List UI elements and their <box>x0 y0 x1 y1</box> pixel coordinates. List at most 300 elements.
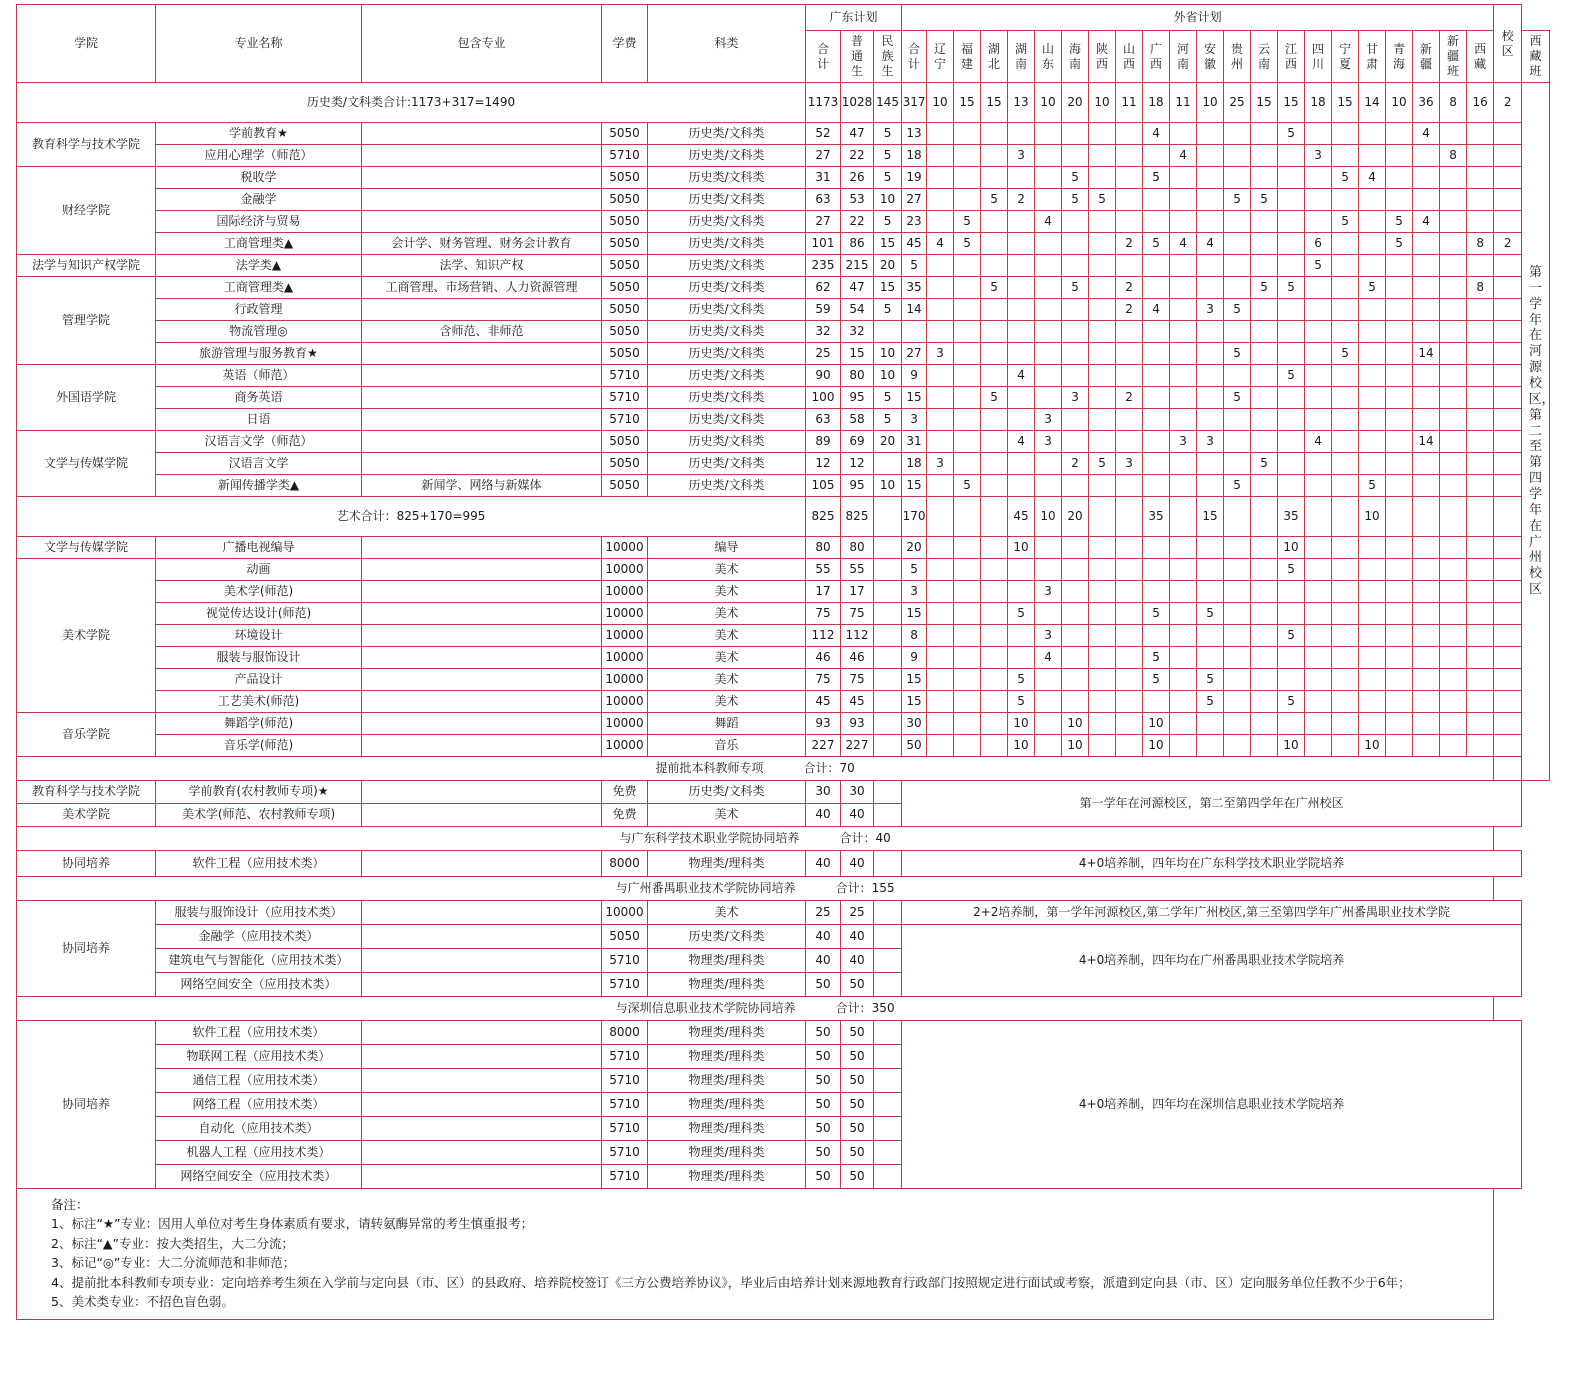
value-cell: 2 <box>1116 277 1143 299</box>
value-cell <box>1116 603 1143 625</box>
value-cell <box>1278 299 1305 321</box>
value-cell <box>1062 409 1089 431</box>
fee-cell: 5050 <box>602 431 648 453</box>
college-cell: 教育科学与技术学院 <box>17 123 156 167</box>
subject-cell: 历史类/文科类 <box>648 277 806 299</box>
value-cell <box>1305 669 1332 691</box>
value-cell <box>1278 211 1305 233</box>
value-cell: 2 <box>1116 387 1143 409</box>
header-gd-plan: 广东计划 <box>806 5 902 31</box>
subject-cell: 舞蹈 <box>648 713 806 735</box>
value-cell: 3 <box>1170 431 1197 453</box>
value-cell: 4 <box>1008 431 1035 453</box>
value-cell <box>1305 409 1332 431</box>
value-cell: 58 <box>841 409 874 431</box>
panyu-note2-cell: 4+0培养制，四年均在广州番禺职业技术学院培养 <box>902 925 1522 997</box>
table-row <box>17 211 1550 233</box>
fee-cell: 5710 <box>602 949 648 973</box>
subheader-other-8 <box>1116 31 1143 83</box>
value-cell: 19 <box>902 167 927 189</box>
contains-cell <box>362 949 602 973</box>
value-cell <box>1440 603 1467 625</box>
value-cell <box>1386 167 1413 189</box>
header-college: 学院 <box>17 5 156 83</box>
value-cell <box>1224 211 1251 233</box>
subject-cell: 美术 <box>648 581 806 603</box>
shenzhen-section-row <box>17 997 1550 1021</box>
contains-cell <box>362 625 602 647</box>
fee-cell: 5710 <box>602 409 648 431</box>
value-cell <box>981 211 1008 233</box>
value-cell <box>1197 255 1224 277</box>
section-title: 与广州番禺职业技术学院协同培养 <box>615 880 796 895</box>
value-cell <box>1467 387 1494 409</box>
value-cell <box>1251 409 1278 431</box>
value-cell <box>1116 189 1143 211</box>
value-cell <box>1197 713 1224 735</box>
value-cell <box>1359 691 1386 713</box>
value-cell <box>1008 321 1035 343</box>
value-cell <box>1413 691 1440 713</box>
value-cell: 27 <box>806 211 841 233</box>
value-cell <box>1251 475 1278 497</box>
value-cell: 5 <box>1008 669 1035 691</box>
value-cell <box>1332 581 1359 603</box>
total-value-cell <box>874 497 902 537</box>
subheader-label: 广西 <box>1150 41 1163 71</box>
value-cell <box>1062 559 1089 581</box>
contains-cell <box>362 1165 602 1189</box>
value-cell <box>1251 713 1278 735</box>
value-cell <box>1359 453 1386 475</box>
value-cell <box>1170 691 1197 713</box>
value-cell <box>954 167 981 189</box>
value-cell <box>954 255 981 277</box>
value-cell <box>1197 559 1224 581</box>
value-cell: 12 <box>806 453 841 475</box>
value-cell: 8 <box>1467 277 1494 299</box>
value-cell <box>1305 559 1332 581</box>
value-cell <box>1035 365 1062 387</box>
subject-cell: 历史类/文科类 <box>648 365 806 387</box>
major-cell: 服装与服饰设计 <box>156 647 362 669</box>
value-cell: 5 <box>902 255 927 277</box>
value-cell <box>981 123 1008 145</box>
value-cell <box>1251 123 1278 145</box>
value-cell <box>1116 255 1143 277</box>
value-cell <box>1305 123 1332 145</box>
value-cell: 63 <box>806 189 841 211</box>
total-value-cell <box>1413 497 1440 537</box>
value-cell <box>1089 735 1116 757</box>
fee-cell: 5050 <box>602 255 648 277</box>
value-cell <box>1251 431 1278 453</box>
contains-cell <box>362 365 602 387</box>
value-cell: 50 <box>841 973 874 997</box>
value-cell <box>1278 431 1305 453</box>
value-cell <box>1143 475 1170 497</box>
section-total: 合计：350 <box>835 1000 895 1015</box>
value-cell <box>1332 735 1359 757</box>
table-row <box>17 123 1550 145</box>
subheader-other-14 <box>1278 31 1305 83</box>
fee-cell: 10000 <box>602 603 648 625</box>
contains-cell <box>362 851 602 877</box>
subheader-other-2 <box>954 31 981 83</box>
value-cell <box>1440 559 1467 581</box>
value-cell: 3 <box>1035 581 1062 603</box>
value-cell <box>927 647 954 669</box>
value-cell <box>1170 365 1197 387</box>
value-cell <box>1359 431 1386 453</box>
value-cell <box>1440 625 1467 647</box>
college-cell: 协同培养 <box>17 1021 156 1189</box>
major-cell: 物联网工程（应用技术类） <box>156 1045 362 1069</box>
value-cell <box>1089 581 1116 603</box>
value-cell: 5 <box>874 211 902 233</box>
value-cell: 15 <box>902 387 927 409</box>
value-cell <box>1278 189 1305 211</box>
value-cell <box>1035 123 1062 145</box>
value-cell: 50 <box>902 735 927 757</box>
value-cell <box>1467 255 1494 277</box>
value-cell <box>1413 625 1440 647</box>
subheader-other-1 <box>927 31 954 83</box>
subject-cell: 历史类/文科类 <box>648 453 806 475</box>
fee-cell: 5050 <box>602 123 648 145</box>
value-cell: 5 <box>1143 669 1170 691</box>
fee-cell: 10000 <box>602 735 648 757</box>
value-cell <box>1251 343 1278 365</box>
value-cell <box>1332 409 1359 431</box>
value-cell <box>1278 647 1305 669</box>
value-cell <box>1305 387 1332 409</box>
value-cell <box>954 431 981 453</box>
value-cell <box>1251 735 1278 757</box>
contains-cell: 会计学、财务管理、财务会计教育 <box>362 233 602 255</box>
value-cell <box>1170 299 1197 321</box>
value-cell <box>1170 735 1197 757</box>
contains-cell <box>362 901 602 925</box>
shenzhen-section-row-cell <box>17 997 1494 1021</box>
value-cell <box>1386 255 1413 277</box>
major-cell: 税收学 <box>156 167 362 189</box>
value-cell: 27 <box>806 145 841 167</box>
value-cell: 5 <box>1143 233 1170 255</box>
value-cell: 3 <box>1035 625 1062 647</box>
gdkj-note-cell: 4+0培养制，四年均在广东科学技术职业学院培养 <box>902 851 1522 877</box>
value-cell: 75 <box>806 669 841 691</box>
value-cell: 52 <box>806 123 841 145</box>
subheader-other-19 <box>1413 31 1440 83</box>
total-value-cell: 35 <box>1143 497 1170 537</box>
value-cell <box>1251 233 1278 255</box>
header-other-plan: 外省计划 <box>902 5 1494 31</box>
table-row <box>17 625 1550 647</box>
value-cell <box>1251 299 1278 321</box>
value-cell <box>1332 387 1359 409</box>
value-cell <box>1467 365 1494 387</box>
value-cell: 50 <box>806 1045 841 1069</box>
subheader-other-9 <box>1143 31 1170 83</box>
total-value-cell: 15 <box>1278 83 1305 123</box>
value-cell: 5 <box>1062 277 1089 299</box>
subject-cell: 历史类/文科类 <box>648 781 806 804</box>
value-cell: 5 <box>1332 343 1359 365</box>
value-cell <box>1062 625 1089 647</box>
value-cell <box>1035 559 1062 581</box>
value-cell: 5 <box>1143 603 1170 625</box>
value-cell <box>1494 255 1522 277</box>
note-item: 5、美术类专业：不招色盲色弱。 <box>51 1293 234 1309</box>
subheader-label: 普通生 <box>850 34 863 78</box>
value-cell: 15 <box>902 603 927 625</box>
value-cell <box>1413 321 1440 343</box>
value-cell: 3 <box>1008 145 1035 167</box>
value-cell <box>1413 233 1440 255</box>
value-cell: 45 <box>902 233 927 255</box>
value-cell: 10 <box>874 475 902 497</box>
value-cell: 12 <box>841 453 874 475</box>
value-cell <box>1143 189 1170 211</box>
fee-cell: 5710 <box>602 1069 648 1093</box>
subject-cell: 美术 <box>648 559 806 581</box>
value-cell <box>927 409 954 431</box>
value-cell <box>1224 167 1251 189</box>
value-cell <box>1170 123 1197 145</box>
value-cell: 22 <box>841 211 874 233</box>
table-row <box>17 901 1550 925</box>
major-cell: 商务英语 <box>156 387 362 409</box>
value-cell <box>874 1141 902 1165</box>
value-cell <box>1278 167 1305 189</box>
value-cell <box>1143 409 1170 431</box>
fee-cell: 10000 <box>602 691 648 713</box>
value-cell <box>1467 735 1494 757</box>
subheader-label: 四川 <box>1312 41 1325 71</box>
value-cell <box>1467 299 1494 321</box>
header-campus-text: 校区 <box>1501 28 1514 58</box>
value-cell <box>1116 537 1143 559</box>
history-total-row-label: 历史类/文科类合计:1173+317=1490 <box>17 83 806 123</box>
contains-cell <box>362 1069 602 1093</box>
value-cell <box>954 603 981 625</box>
value-cell <box>927 277 954 299</box>
value-cell <box>1440 537 1467 559</box>
value-cell: 5 <box>1197 669 1224 691</box>
value-cell <box>1008 211 1035 233</box>
value-cell <box>1197 343 1224 365</box>
value-cell <box>981 647 1008 669</box>
total-value-cell <box>1386 497 1413 537</box>
value-cell <box>927 581 954 603</box>
value-cell: 55 <box>806 559 841 581</box>
contains-cell <box>362 167 602 189</box>
value-cell <box>1386 299 1413 321</box>
value-cell <box>1467 167 1494 189</box>
subheader-other-18 <box>1386 31 1413 83</box>
value-cell <box>1170 647 1197 669</box>
value-cell <box>1305 537 1332 559</box>
subheader-label: 海南 <box>1069 41 1082 71</box>
value-cell <box>927 189 954 211</box>
value-cell <box>1170 625 1197 647</box>
value-cell <box>1413 669 1440 691</box>
value-cell <box>1143 343 1170 365</box>
subject-cell: 物理类/理科类 <box>648 1141 806 1165</box>
value-cell <box>1224 255 1251 277</box>
value-cell: 112 <box>841 625 874 647</box>
value-cell <box>1116 559 1143 581</box>
value-cell <box>1305 735 1332 757</box>
value-cell <box>1035 453 1062 475</box>
value-cell <box>1197 167 1224 189</box>
value-cell <box>1197 409 1224 431</box>
value-cell: 86 <box>841 233 874 255</box>
subheader-label: 宁夏 <box>1339 41 1352 71</box>
table-row <box>17 321 1550 343</box>
total-value-cell <box>1440 497 1467 537</box>
contains-cell <box>362 189 602 211</box>
value-cell <box>1305 475 1332 497</box>
value-cell <box>1467 453 1494 475</box>
value-cell: 5 <box>1062 189 1089 211</box>
value-cell: 40 <box>841 925 874 949</box>
value-cell <box>1386 691 1413 713</box>
value-cell <box>1332 453 1359 475</box>
value-cell <box>874 804 902 827</box>
value-cell <box>1494 691 1522 713</box>
value-cell <box>874 453 902 475</box>
value-cell <box>1089 299 1116 321</box>
value-cell <box>1143 453 1170 475</box>
value-cell <box>1305 453 1332 475</box>
fee-cell: 5050 <box>602 167 648 189</box>
total-value-cell: 25 <box>1224 83 1251 123</box>
value-cell: 10 <box>1278 735 1305 757</box>
table-row <box>17 277 1550 299</box>
table-row <box>17 299 1550 321</box>
value-cell <box>1008 475 1035 497</box>
value-cell <box>1359 145 1386 167</box>
value-cell: 22 <box>841 145 874 167</box>
value-cell <box>1008 559 1035 581</box>
value-cell <box>1008 123 1035 145</box>
total-value-cell <box>1332 497 1359 537</box>
value-cell <box>1413 255 1440 277</box>
total-value-cell: 825 <box>806 497 841 537</box>
fee-cell: 免费 <box>602 804 648 827</box>
value-cell <box>1494 559 1522 581</box>
value-cell <box>874 603 902 625</box>
value-cell <box>1224 365 1251 387</box>
contains-cell <box>362 431 602 453</box>
value-cell <box>1359 299 1386 321</box>
value-cell <box>1359 189 1386 211</box>
value-cell: 75 <box>841 669 874 691</box>
value-cell <box>1224 321 1251 343</box>
major-cell: 软件工程（应用技术类） <box>156 1021 362 1045</box>
value-cell <box>981 559 1008 581</box>
value-cell: 5 <box>1278 365 1305 387</box>
value-cell: 8 <box>1440 145 1467 167</box>
value-cell <box>1008 255 1035 277</box>
value-cell <box>1170 603 1197 625</box>
value-cell <box>1494 537 1522 559</box>
value-cell <box>954 299 981 321</box>
value-cell <box>1332 647 1359 669</box>
total-value-cell <box>1089 497 1116 537</box>
value-cell: 45 <box>841 691 874 713</box>
total-value-cell: 15 <box>1332 83 1359 123</box>
value-cell: 25 <box>806 343 841 365</box>
value-cell: 50 <box>841 1141 874 1165</box>
total-value-cell: 825 <box>841 497 874 537</box>
value-cell <box>927 365 954 387</box>
fee-cell: 5050 <box>602 925 648 949</box>
value-cell <box>1305 211 1332 233</box>
value-cell <box>1089 211 1116 233</box>
value-cell: 35 <box>902 277 927 299</box>
subheader-label: 河南 <box>1177 41 1190 71</box>
total-value-cell: 1028 <box>841 83 874 123</box>
value-cell <box>1305 277 1332 299</box>
total-value-cell <box>981 497 1008 537</box>
value-cell <box>874 1165 902 1189</box>
section-total: 合计：155 <box>835 880 895 895</box>
major-cell: 环境设计 <box>156 625 362 647</box>
value-cell <box>1305 581 1332 603</box>
contains-cell: 新闻学、网络与新媒体 <box>362 475 602 497</box>
value-cell <box>1035 691 1062 713</box>
subheader-other-5 <box>1035 31 1062 83</box>
value-cell <box>1332 365 1359 387</box>
value-cell: 62 <box>806 277 841 299</box>
value-cell <box>1008 299 1035 321</box>
value-cell: 50 <box>841 1069 874 1093</box>
subject-cell: 美术 <box>648 625 806 647</box>
value-cell: 53 <box>841 189 874 211</box>
panyu-section-row <box>17 877 1550 901</box>
value-cell: 235 <box>806 255 841 277</box>
value-cell <box>1359 321 1386 343</box>
subheader-label: 民族生 <box>881 34 894 78</box>
college-cell: 音乐学院 <box>17 713 156 757</box>
value-cell <box>1035 233 1062 255</box>
value-cell <box>1197 475 1224 497</box>
value-cell <box>1224 669 1251 691</box>
value-cell <box>1440 475 1467 497</box>
value-cell <box>1251 255 1278 277</box>
total-value-cell: 2 <box>1494 83 1522 123</box>
value-cell <box>1413 581 1440 603</box>
value-cell: 10 <box>1278 537 1305 559</box>
value-cell <box>1116 669 1143 691</box>
value-cell <box>874 901 902 925</box>
value-cell <box>1440 431 1467 453</box>
table-row <box>17 581 1550 603</box>
value-cell <box>1413 145 1440 167</box>
value-cell <box>1386 713 1413 735</box>
value-cell <box>1359 123 1386 145</box>
subject-cell: 物理类/理科类 <box>648 973 806 997</box>
value-cell <box>1359 625 1386 647</box>
value-cell: 32 <box>806 321 841 343</box>
college-cell: 管理学院 <box>17 277 156 365</box>
value-cell <box>874 781 902 804</box>
value-cell <box>1305 167 1332 189</box>
contains-cell <box>362 343 602 365</box>
